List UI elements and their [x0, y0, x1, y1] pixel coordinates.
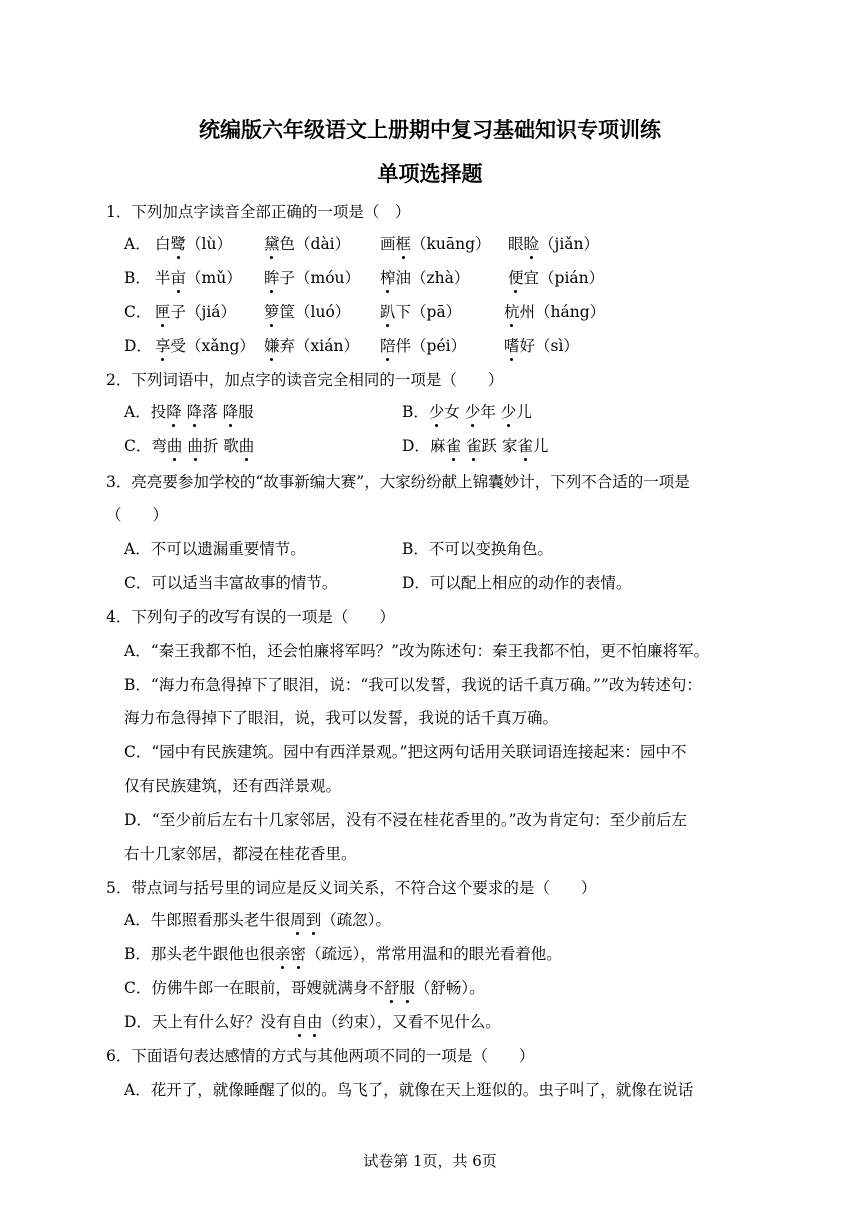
q3-option-a: A．不可以遗漏重要情节。 — [124, 540, 306, 558]
q1-option-b-item-3: 榨油（zhà） — [380, 266, 469, 290]
q1-option-d-item-4: 嗜好（sì） — [504, 334, 579, 358]
q4-option-a: A．“秦王我都不怕，还会怕廉将军吗？”改为陈述句：秦王我都不怕，更不怕廉将军。 — [124, 642, 710, 660]
question-1-stem: 1．下列加点字读音全部正确的一项是（ ） — [106, 203, 411, 221]
q5-option-a: A．牛郎照看那头老牛很周到（疏忽）。 — [124, 908, 391, 932]
q2-option-b: B．少女 少年 少儿 — [402, 400, 532, 424]
question-2-stem: 2．下列词语中，加点字的读音完全相同的一项是（ ） — [106, 371, 504, 389]
q3-option-d: D．可以配上相应的动作的表情。 — [402, 574, 632, 592]
q1-option-d-item-3: 陪伴（péi） — [380, 334, 466, 358]
q1-option-b-item-1: 半亩（mǔ） — [155, 266, 242, 290]
q1-option-c-item-4: 杭州（háng） — [504, 300, 605, 324]
question-6-stem: 6．下面语句表达感情的方式与其他两项不同的一项是（ ） — [106, 1047, 535, 1065]
q4-option-b-cont: 海力布急得掉下了眼泪，说，我可以发誓，我说的话千真万确。 — [124, 709, 559, 727]
q3-option-b: B．不可以变换角色。 — [402, 540, 553, 558]
q1-option-a-item-3: 画框（kuāng） — [380, 232, 491, 256]
q6-option-a: A．花开了，就像睡醒了似的。鸟飞了，就像在天上逛似的。虫子叫了，就像在说话 — [124, 1081, 694, 1099]
question-3-stem: 3．亮亮要参加学校的“故事新编大赛”，大家纷纷献上锦囊妙计，下列不合适的一项是 — [106, 473, 690, 491]
q1-option-c-item-1: 匣子（jiá） — [155, 300, 236, 324]
q2-option-c: C．弯曲 曲折 歌曲 — [124, 434, 254, 458]
q2-option-d: D．麻雀 雀跃 家雀儿 — [402, 434, 548, 458]
q5-option-b: B．那头老牛跟他也很亲密（疏远），常常用温和的眼光看着他。 — [124, 942, 562, 966]
q1-option-a-item-4: 眼睑（jiǎn） — [508, 232, 599, 256]
q4-option-b: B．“海力布急得掉下了眼泪，说：“我可以发誓，我说的话千真万确。””改为转述句： — [124, 676, 702, 694]
q1-option-b-item-2: 眸子（móu） — [264, 266, 360, 290]
q1-option-a-item-2: 黛色（dài） — [264, 232, 350, 256]
page-footer: 试卷第 1页，共 6页 — [363, 1152, 497, 1170]
q1-option-d-item-2: 嫌弃（xián） — [264, 334, 359, 358]
q1-option-b-label: B． — [124, 269, 151, 287]
q5-option-c: C．仿佛牛郎一在眼前，哥嫂就满身不舒服（舒畅）。 — [124, 976, 485, 1000]
question-3-stem-cont: （ ） — [106, 506, 169, 524]
question-4-stem: 4．下列句子的改写有误的一项是（ ） — [106, 608, 395, 626]
q1-option-b-item-4: 便宜（pián） — [508, 266, 604, 290]
q1-option-c-item-3: 趴下（pā） — [380, 300, 461, 324]
q4-option-d: D．“至少前后左右十几家邻居，没有不浸在桂花香里的。”改为肯定句：至少前后左 — [124, 811, 688, 829]
q1-option-c-item-2: 箩筐（luó） — [264, 300, 350, 324]
q1-option-a-label: A． — [124, 235, 151, 253]
section-title: 单项选择题 — [377, 161, 483, 186]
q3-option-c: C．可以适当丰富故事的情节。 — [124, 574, 338, 592]
q1-option-d-item-1: 享受（xǎng） — [155, 334, 255, 358]
q1-option-d-label: D． — [124, 337, 152, 355]
q2-option-a: A．投降 降落 降服 — [124, 400, 254, 424]
q5-option-d: D．天上有什么好？没有自由（约束），又看不见什么。 — [124, 1010, 501, 1034]
q1-option-c-label: C． — [124, 303, 152, 321]
q4-option-d-cont: 右十几家邻居，都浸在桂花香里。 — [124, 845, 357, 863]
q4-option-c: C．“园中有民族建筑。园中有西洋景观。”把这两句话用关联词语连接起来：园中不 — [124, 743, 687, 761]
question-5-stem: 5．带点词与括号里的词应是反义词关系，不符合这个要求的是（ ） — [106, 879, 597, 897]
q4-option-c-cont: 仅有民族建筑，还有西洋景观。 — [124, 777, 342, 795]
page-title: 统编版六年级语文上册期中复习基础知识专项训练 — [199, 117, 661, 142]
q1-option-a-item-1: 白鹭（lù） — [155, 232, 232, 256]
